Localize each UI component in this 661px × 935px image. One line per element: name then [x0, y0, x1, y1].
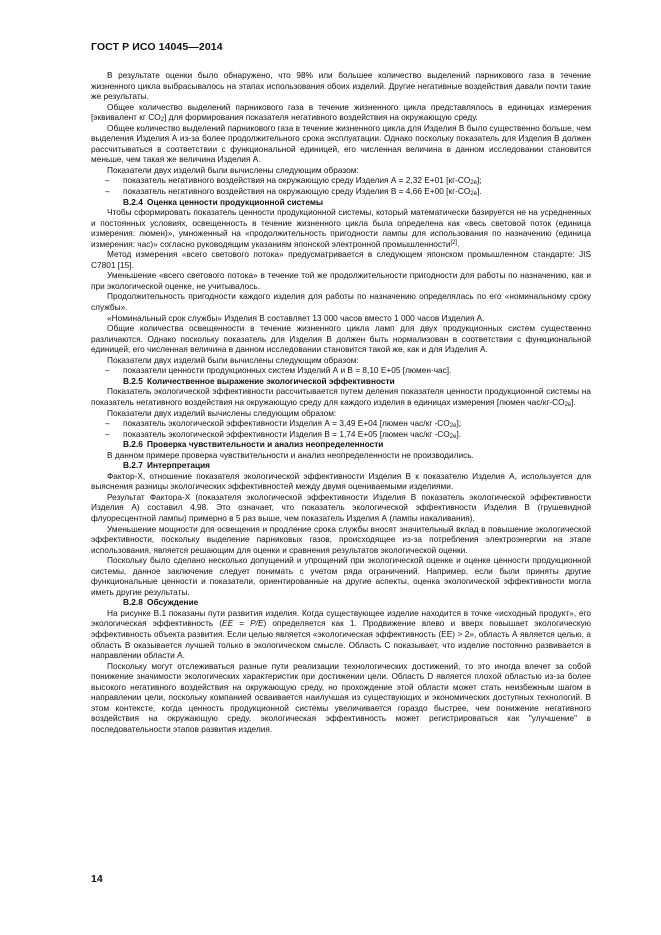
- section-heading: В.2.5 Количественное выражение экологической эффективности: [123, 375, 395, 386]
- paragraph: Продолжительность пригодности каждого изделия для работы по назначению определялась по его «номинальному сроку службы».: [91, 291, 591, 313]
- paragraph: Общее количество выделений парникового газа в течение жизненного цикла для Изделия В было существенно больше, чем выделения Изделия А из-за более продолжительного срока эксплуатации. Однако поскольку показатель для Изделия В должен рассчитываться в соответствии с функциональной единицей, его численная величина в данном исследовании становится меньше, чем такая же величина Изделия А.: [91, 122, 591, 165]
- list-item: – показатель экологической эффективности Изделия А = 3,49 E+04 [люмен час/кг $-CO_{2e}$];: [105, 418, 462, 430]
- paragraph: Фактор-X, отношение показателя экологической эффективности Изделия В к показателю Изделия А, используется для выяснения разницы экологических эффективностей между двумя оцениваемыми изделиями.: [91, 470, 591, 492]
- paragraph: Поскольку могут отслеживаться разные пути реализации технологических достижений, то это иногда влечет за собой понижение значимости экологических характеристик при достижении цели. Область D является плохой областью из-за более высокого негативного воздействия на окружающую среду, но прохождение этой области может стать неизбежным шагом в направлении цели, поскольку компанией осваивается наилучшая из существующих и экономических доступных технологий. В этом контексте, когда ценность продукционной системы увеличивается гораздо быстрее, чем понижение негативного воздействия на окружающую среду, экологическая эффективность может регистрироваться как "улучшение" в последовательности этапов развития изделия.: [91, 660, 591, 734]
- page-number: 14: [91, 873, 103, 885]
- paragraph: На рисунке В.1 показаны пути развития изделия. Когда существующее изделие находится в точке «исходный продукт», его экологическая эффективность (EE = P/E) определяется как 1. Продвижение влево и вверх повышает экологическую эффективность объекта развития. Если целью является «экологическая эффективность (ЕЕ) > 2», область А является целью, а область В оказывается лучшей только в экологическом смысле. Область С показывает, что изделие постоянно развивается в направлении области А.: [91, 607, 591, 661]
- list-item: – показатель негативного воздействия на окружающую среду Изделия В = 4,66 E+00 $[кг-CO_{2e}]$.: [105, 186, 482, 198]
- paragraph: «Номинальный срок службы» Изделия В составляет 13 000 часов вместо 1 000 часов Изделия А.: [107, 312, 485, 323]
- paragraph: В результате оценки было обнаружено, что 98% или большее количество выделений парникового газа в течение жизненного цикла выбрасывалось на этапах использования обоих изделий. Другие негативные воздействия давали почти такие же результаты.: [91, 70, 591, 102]
- paragraph: Уменьшение мощности для освещения и продление срока службы вносят значительный вклад в повышение экологической эффективности, поскольку выделение парниковых газов, происходящее из-за потребления электроэнергии на этапе использования, является решающим для оценки и сравнения результатов экологической оценки.: [91, 523, 591, 555]
- paragraph: Показатели двух изделий были вычислены следующим образом:: [107, 354, 359, 365]
- paragraph: В данном примере проверка чувствительности и анализ неопределенности не производились.: [107, 449, 474, 460]
- section-heading: В.2.4 Оценка ценности продукционной системы: [123, 196, 324, 207]
- paragraph: Уменьшение «всего светового потока» в течение той же продолжительности пригодности для работы по назначению, как и при экологической оценке, не учитывалось.: [91, 270, 591, 291]
- section-heading: В.2.6 Проверка чувствительности и анализ неопределенности: [123, 439, 384, 450]
- paragraph: Показатель экологической эффективности рассчитывается путем деления показателя ценности продукционной системы на показатель негативного воздействия на окружающую среду для каждого изделия в единицах измерения [люмен час/$кг-CO_{2e}$].: [91, 386, 591, 408]
- paragraph: Общие количества освещенности в течение жизненного цикла ламп для двух продукционных систем существенно различаются. Однако поскольку показатель для Изделия В должен быть нормализован в соответствии с функциональной единицей, его численная величина в данном исследовании становится такой же, как и для Изделия А.: [91, 323, 591, 355]
- document-body: [91, 70, 591, 734]
- section-heading: В.2.8 Обсуждение: [123, 597, 199, 608]
- paragraph: Результат Фактора-X (показателя экологической эффективности Изделия В показатель экологической эффективности Изделия А) составил 4,98. Это означает, что показатель экологической эффективности Изделия В (грушевидной флуоресцентной лампы) примерно в 5 раз выше, чем показатель Изделия А (лампы накаливания).: [91, 491, 591, 523]
- document-header: ГОСТ Р ИСО 14045—2014: [91, 41, 223, 53]
- paragraph: Общее количество выделений парникового газа в течение жизненного цикла представлялось в единицах измерения [эквивалент кг $CO_2$] для формирования показателя негативного воздействия на окружающую среду.: [91, 101, 591, 124]
- paragraph: Чтобы сформировать показатель ценности продукционной системы, который математически базируется не на усредненных и постоянных условиях, освещенность в течение жизненного цикла была определена как «весь световой поток (единица измерения: люмен)», умноженный на «продолжительность пригодности лампы для использования по назначению (единица измерения: час)» согласно руководящим указаниям японской электронной промышленности[2].: [91, 207, 591, 249]
- section-heading: В.2.7 Интерпретация: [123, 460, 211, 471]
- list-item: – показатель негативного воздействия на окружающую среду Изделия А = 2,32 E+01 $[кг-CO_{2e}]$;: [105, 175, 482, 187]
- paragraph: Поскольку было сделано несколько допущений и упрощений при экологической оценке и оценке ценности продукционной системы, данное заключение следует понимать с учетом ряда ограничений. Например, если были приняты другие функциональные ценности и показатели, ориентированные на другие аспекты, оценка экологической эффективности могла иметь другие результаты.: [91, 555, 591, 597]
- list-item: – показатель экологической эффективности Изделия В = 1,74 E+05 [люмен час/кг $-CO_{2e}$].: [105, 428, 462, 440]
- paragraph: Метод измерения «всего светового потока» предусматривается в следующем японском промышленном стандарте: JIS C7801 [15].: [91, 249, 591, 270]
- paragraph: Показатели двух изделий вычислены следующим образом:: [107, 407, 337, 418]
- list-item: – показатели ценности продукционных систем Изделий А и В = 8,10 E+05 [люмен·час].: [105, 365, 452, 376]
- paragraph: Показатели двух изделий были вычислены следующим образом:: [107, 164, 359, 175]
